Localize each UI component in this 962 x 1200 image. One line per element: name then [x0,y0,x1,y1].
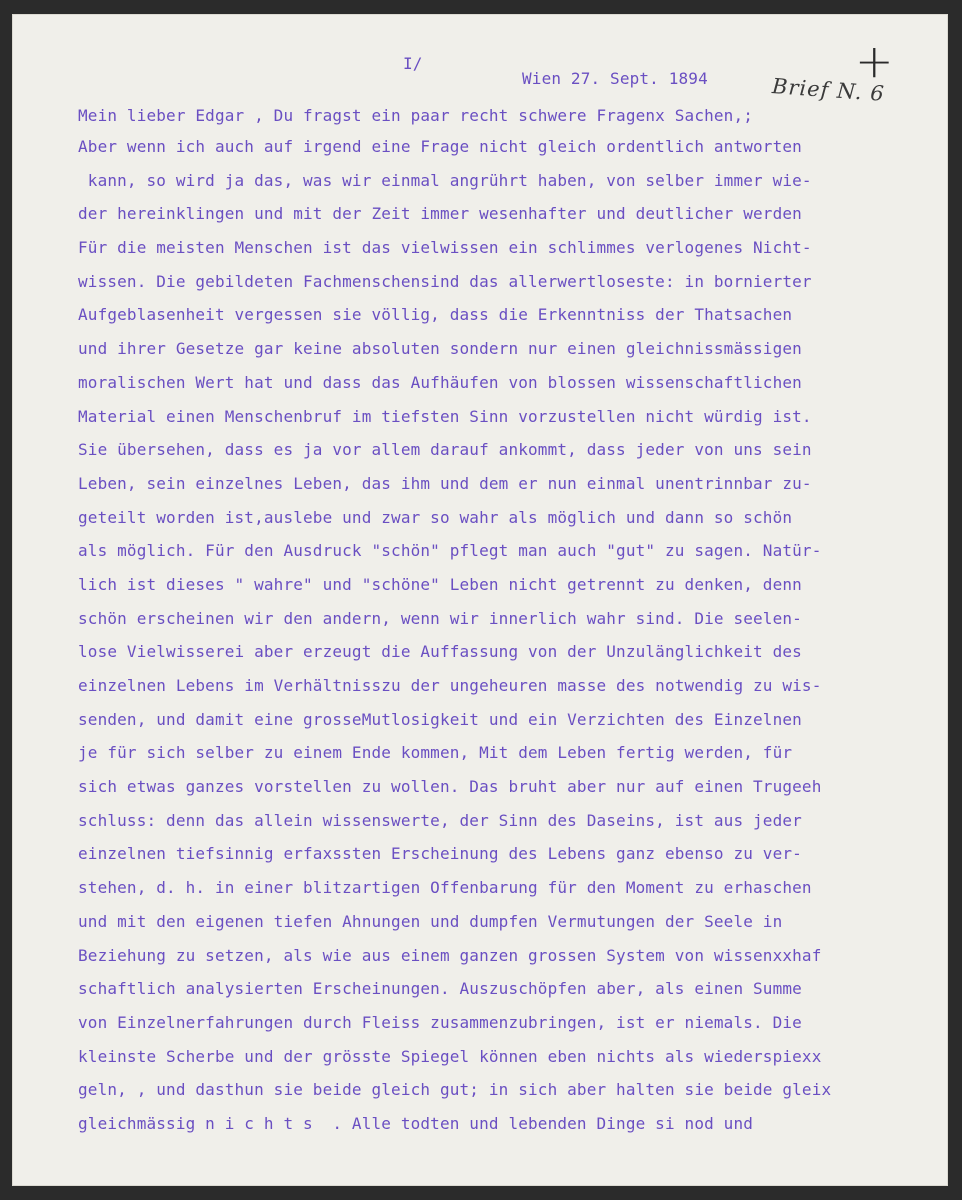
text-line: Aber wenn ich auch auf irgend eine Frage nicht gleich ordentlich antworten [78,137,802,156]
text-line: schluss: denn das allein wissenswerte, der Sinn des Daseins, ist aus jeder [78,810,802,830]
plus-mark: + [855,34,894,88]
text-line: schaftlich analysierten Erscheinungen. Auszuschöpfen aber, als einen Summe [78,979,802,999]
page-number: I/ [403,54,423,73]
text-line: Für die meisten Menschen ist das vielwissen ein schlimmes verlogenes Nicht- [78,238,812,258]
letter-body [78,102,898,1141]
text-line: und mit den eigenen tiefen Ahnungen und dumpfen Vermutungen der Seele in [78,911,783,931]
text-line: und ihrer Gesetze gar keine absoluten sondern nur einen gleichnissmässigen [78,339,802,359]
letter-page [12,14,948,1186]
text-line: Leben, sein einzelnes Leben, das ihm und dem er nun einmal unentrinnbar zu- [78,473,812,493]
text-line: einzelnen tiefsinnig erfaxssten Erscheinung des Lebens ganz ebenso zu ver- [78,844,802,864]
text-line: einzelnen Lebens im Verhältnisszu der ungeheuren masse des notwendig zu wis- [78,676,822,695]
text-line: lose Vielwisserei aber erzeugt die Auffassung von der Unzulänglichkeit des [78,642,802,662]
text-line: Sie übersehen, dass es ja vor allem darauf ankommt, dass jeder von uns sein [78,440,812,460]
text-line: Aufgeblasenheit vergessen sie völlig, dass die Erkenntniss der Thatsachen [78,305,793,325]
text-line: der hereinklingen und mit der Zeit immer wesenhafter und deutlicher werden [78,204,802,224]
text-line: schön erscheinen wir den andern, wenn wir innerlich wahr sind. Die seelen- [78,608,802,628]
text-line: geln, , und dasthun sie beide gleich gut; in sich aber halten sie beide gleix [78,1080,832,1100]
text-line: moralischen Wert hat und dass das Aufhäufen von blossen wissenschaftlichen [78,372,802,392]
text-line: als möglich. Für den Ausdruck "schön" pflegt man auch "gut" zu sagen. Natür- [78,541,822,561]
text-line: Material einen Menschenbruf im tiefsten Sinn vorzustellen nicht würdig ist. [78,406,812,426]
letter-date: Wien 27. Sept. 1894 [522,69,708,88]
text-line: je für sich selber zu einem Ende kommen, Mit dem Leben fertig werden, für [78,743,793,763]
text-line: senden, und damit eine grosseMutlosigkeit und ein Verzichten des Einzelnen [78,709,802,729]
text-line: kleinste Scherbe und der grösste Spiegel können eben nichts als wiederspiexx [78,1046,822,1066]
text-line: gleichmässig n i c h t s . Alle todten und lebenden Dinge si nod und [78,1113,754,1133]
text-line: Beziehung zu setzen, als wie aus einem ganzen grossen System von wissenxxhaf [78,945,822,965]
text-line: wissen. Die gebildeten Fachmenschensind das allerwertloseste: in bornierter [78,271,812,291]
text-line: stehen, d. h. in einer blitzartigen Offenbarung für den Moment zu erhaschen [78,878,812,898]
text-line: lich ist dieses " wahre" und "schöne" Leben nicht getrennt zu denken, denn [78,574,802,594]
handwritten-annotation: Brief N. 6 [771,74,886,106]
text-line: sich etwas ganzes vorstellen zu wollen. Das bruht aber nur auf einen Trugeeh [78,777,822,797]
text-line: Mein lieber Edgar , Du fragst ein paar recht schwere Fragenx Sachen,; [78,106,754,125]
text-line: kann, so wird ja das, was wir einmal angrührt haben, von selber immer wie- [78,170,812,190]
text-line: von Einzelnerfahrungen durch Fleiss zusammenzubringen, ist er niemals. Die [78,1012,802,1032]
text-line: geteilt worden ist,auslebe und zwar so wahr als möglich und dann so schön [78,507,793,527]
